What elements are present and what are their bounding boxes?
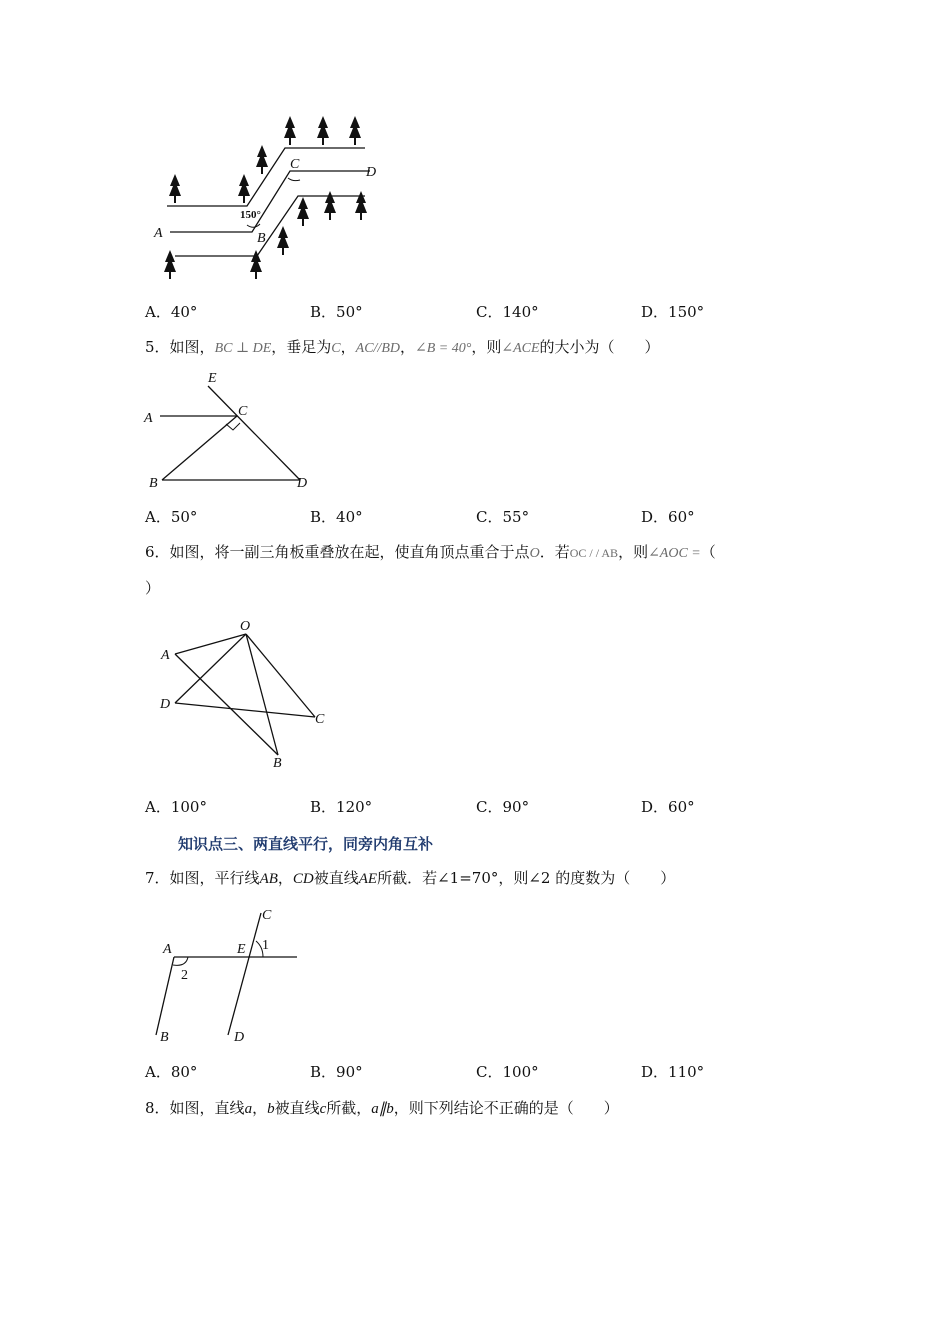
label-a: A [161, 648, 170, 663]
q6-figure [150, 614, 340, 774]
q4-figure [140, 110, 390, 290]
q7-question: 7．如图，平行线AB，CD被直线AE所截．若∠1=70°，则∠2 的度数为（ ） [145, 869, 676, 887]
q6-option-d[interactable]: D．60° [641, 798, 695, 816]
q6-option-b[interactable]: B．120° [310, 798, 373, 816]
q7-option-a[interactable]: A．80° [145, 1063, 198, 1081]
road-bottom-line [175, 196, 365, 256]
label-c: C [238, 404, 248, 419]
label-d: D [297, 476, 308, 491]
angle-c-arc [288, 178, 300, 181]
label-a: A [163, 942, 172, 957]
tree-icon [256, 145, 268, 174]
label-o: O [240, 619, 251, 634]
tree-icon [317, 116, 329, 145]
q5-figure [140, 366, 320, 496]
q5-question: 5．如图，BC ⊥ DE，垂足为C，AC//BD，∠B = 40°，则∠ACE的大小为（ ） [145, 338, 660, 356]
tree-icon [297, 197, 309, 226]
tree-icon [250, 250, 262, 279]
label-b: B [257, 231, 266, 246]
q8-question: 8．如图，直线a，b被直线c所截，a∥b，则下列结论不正确的是（ ） [145, 1099, 619, 1117]
label-d: D [234, 1030, 245, 1045]
q5-option-a[interactable]: A．50° [145, 508, 198, 526]
label-c: C [315, 712, 325, 727]
tree-icon [169, 174, 181, 203]
label-c: C [262, 908, 272, 923]
angle-b-arc [247, 224, 260, 227]
angle-2-arc [173, 957, 188, 965]
label-a: A [154, 226, 163, 241]
q5-option-c[interactable]: C．55° [476, 508, 530, 526]
q5-option-b[interactable]: B．40° [310, 508, 363, 526]
q6-option-a[interactable]: A．100° [145, 798, 207, 816]
tree-icon [349, 116, 361, 145]
q6-option-c[interactable]: C．90° [476, 798, 530, 816]
road-middle-line [170, 171, 370, 232]
label-e: E [237, 942, 246, 957]
label-b: B [160, 1030, 169, 1045]
q4-option-a[interactable]: A．40° [145, 303, 198, 321]
label-d: D [366, 165, 377, 180]
q4-diagram [140, 110, 390, 290]
label-e: E [208, 371, 217, 386]
q7-diagram [150, 903, 310, 1048]
tree-icon [238, 174, 250, 203]
label-2: 2 [181, 968, 188, 983]
label-a: A [144, 411, 153, 426]
q6-diagram [150, 614, 340, 774]
tree-icon [277, 226, 289, 255]
q5-diagram [140, 366, 320, 496]
label-b: B [149, 476, 158, 491]
q7-figure [150, 903, 310, 1048]
label-1: 1 [262, 938, 269, 953]
q7-option-b[interactable]: B．90° [310, 1063, 363, 1081]
label-b: B [273, 756, 282, 771]
q4-option-d[interactable]: D．150° [641, 303, 705, 321]
q7-option-c[interactable]: C．100° [476, 1063, 539, 1081]
q5-option-d[interactable]: D．60° [641, 508, 695, 526]
section-heading: 知识点三、两直线平行，同旁内角互补 [178, 835, 434, 853]
label-d: D [160, 697, 171, 712]
q4-option-c[interactable]: C．140° [476, 303, 539, 321]
angle-150-label: 150° [240, 209, 261, 221]
q7-option-d[interactable]: D．110° [641, 1063, 705, 1081]
label-c: C [290, 157, 300, 172]
q6-question-cont: ） [145, 579, 161, 597]
q6-question: 6．如图，将一副三角板重叠放在起，使直角顶点重合于点O．若OC / / AB，则∠AOC =（ [145, 543, 716, 561]
q4-option-b[interactable]: B．50° [310, 303, 363, 321]
tree-icon [284, 116, 296, 145]
tree-icon [164, 250, 176, 279]
